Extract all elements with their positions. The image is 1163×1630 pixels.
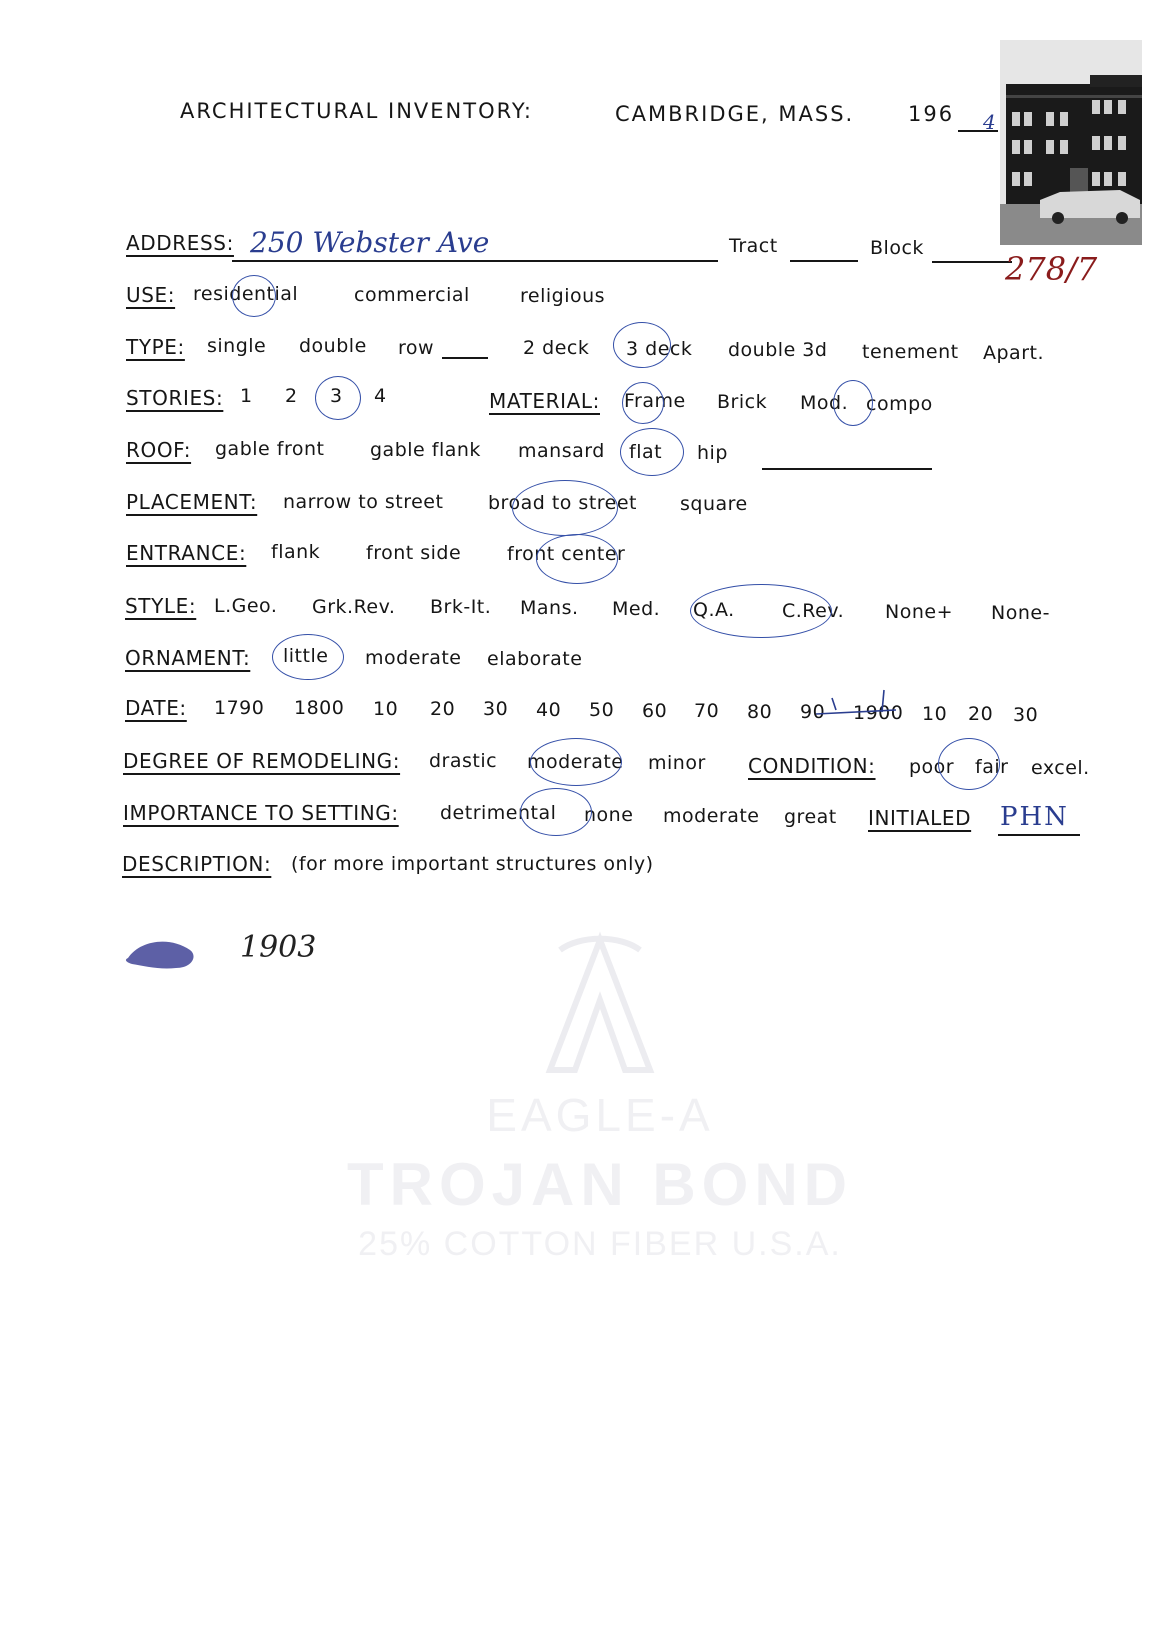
date-option-1840[interactable]: 40 bbox=[536, 699, 562, 721]
date-range-mark bbox=[810, 688, 900, 718]
paper-watermark bbox=[290, 930, 910, 1630]
stories-option-2[interactable]: 2 bbox=[285, 385, 298, 407]
date-option-1930[interactable]: 30 bbox=[1013, 704, 1039, 726]
date-label: DATE: bbox=[125, 696, 187, 720]
condition-option-excel[interactable]: excel. bbox=[1031, 757, 1090, 779]
roof-option-flat[interactable]: flat bbox=[629, 441, 663, 463]
selection-circle bbox=[530, 738, 622, 786]
type-option-row[interactable]: row bbox=[398, 337, 435, 359]
address-blank bbox=[232, 260, 718, 262]
watermark-line2: TROJAN BOND bbox=[346, 1151, 853, 1218]
type-option-double[interactable]: double bbox=[299, 335, 367, 357]
style-option-c-rev[interactable]: C.Rev. bbox=[782, 600, 845, 622]
watermark-line3: 25% COTTON FIBER U.S.A. bbox=[358, 1225, 842, 1263]
selection-circle bbox=[536, 534, 618, 584]
tract-label: Tract bbox=[729, 235, 778, 257]
initialed-label: INITIALED bbox=[868, 806, 972, 830]
date-option-1810[interactable]: 10 bbox=[373, 698, 399, 720]
type-option-double-3d[interactable]: double 3d bbox=[728, 339, 828, 361]
material-option-compo[interactable]: compo bbox=[866, 393, 933, 415]
material-option-brick[interactable]: Brick bbox=[717, 391, 768, 413]
roof-blank bbox=[762, 468, 932, 470]
block-value[interactable]: 278/7 bbox=[1005, 250, 1098, 288]
ornament-label: ORNAMENT: bbox=[125, 646, 251, 670]
date-option-1800[interactable]: 1800 bbox=[294, 697, 345, 719]
use-label: USE: bbox=[126, 283, 176, 307]
eagle-logo-icon bbox=[530, 930, 670, 1080]
type-option-apart[interactable]: Apart. bbox=[983, 342, 1045, 364]
selection-circle bbox=[232, 275, 276, 317]
material-label: MATERIAL: bbox=[489, 389, 600, 413]
stories-option-1[interactable]: 1 bbox=[240, 385, 253, 407]
description-note: (for more important structures only) bbox=[291, 853, 654, 875]
style-option-med[interactable]: Med. bbox=[612, 598, 661, 620]
block-label: Block bbox=[870, 237, 924, 259]
form-title: ARCHITECTURAL INVENTORY: bbox=[180, 99, 533, 123]
date-option-1870[interactable]: 70 bbox=[694, 700, 720, 722]
selection-circle bbox=[272, 634, 344, 680]
importance-option-detrimental[interactable]: detrimental bbox=[440, 802, 557, 824]
importance-label: IMPORTANCE TO SETTING: bbox=[123, 801, 399, 825]
selection-circle bbox=[938, 738, 1000, 790]
type-label: TYPE: bbox=[126, 335, 185, 359]
material-option-frame[interactable]: Frame bbox=[624, 390, 686, 412]
placement-option-narrow[interactable]: narrow to street bbox=[283, 491, 444, 513]
type-option-2-deck[interactable]: 2 deck bbox=[523, 337, 590, 359]
style-option-l-geo[interactable]: L.Geo. bbox=[214, 595, 278, 617]
address-label: ADDRESS: bbox=[126, 231, 234, 255]
style-option-none-minus[interactable]: None- bbox=[991, 602, 1050, 624]
style-option-grk-rev[interactable]: Grk.Rev. bbox=[312, 596, 396, 618]
roof-option-hip[interactable]: hip bbox=[697, 442, 728, 464]
tract-blank bbox=[790, 260, 858, 262]
form-location: CAMBRIDGE, MASS. bbox=[615, 102, 855, 126]
selection-circle bbox=[512, 480, 618, 536]
style-option-mans[interactable]: Mans. bbox=[520, 597, 579, 619]
entrance-label: ENTRANCE: bbox=[126, 541, 247, 565]
entrance-option-flank[interactable]: flank bbox=[271, 541, 321, 563]
type-option-3-deck[interactable]: 3 deck bbox=[626, 338, 693, 360]
initialed-value[interactable]: PHN bbox=[1000, 802, 1069, 832]
style-label: STYLE: bbox=[125, 594, 197, 618]
selection-circle bbox=[613, 322, 671, 368]
description-label: DESCRIPTION: bbox=[122, 852, 272, 876]
date-option-1880[interactable]: 80 bbox=[747, 701, 773, 723]
description-handwritten: 1903 bbox=[240, 930, 317, 965]
roof-label: ROOF: bbox=[126, 438, 192, 462]
ornament-option-elaborate[interactable]: elaborate bbox=[487, 648, 583, 670]
roof-option-gable-front[interactable]: gable front bbox=[215, 438, 325, 460]
selection-circle bbox=[315, 376, 361, 420]
ornament-option-little[interactable]: little bbox=[283, 645, 329, 667]
type-option-tenement[interactable]: tenement bbox=[862, 341, 959, 363]
selection-circle bbox=[622, 382, 664, 424]
date-option-1910[interactable]: 10 bbox=[922, 703, 948, 725]
selection-circle bbox=[690, 584, 832, 638]
building-photo bbox=[1000, 40, 1142, 245]
roof-option-gable-flank[interactable]: gable flank bbox=[370, 439, 481, 461]
remodeling-label: DEGREE OF REMODELING: bbox=[123, 749, 401, 773]
date-option-1790[interactable]: 1790 bbox=[214, 697, 265, 719]
initialed-blank bbox=[998, 834, 1080, 836]
placement-option-square[interactable]: square bbox=[680, 493, 748, 515]
roof-option-mansard[interactable]: mansard bbox=[518, 440, 605, 462]
placement-option-broad[interactable]: broad to street bbox=[488, 492, 638, 514]
address-value[interactable]: 250 Webster Ave bbox=[250, 226, 490, 259]
entrance-option-front-side[interactable]: front side bbox=[366, 542, 462, 564]
importance-option-great[interactable]: great bbox=[784, 806, 837, 828]
date-option-1890[interactable]: 90 bbox=[800, 701, 826, 723]
remodeling-option-drastic[interactable]: drastic bbox=[429, 750, 498, 772]
remodeling-option-moderate[interactable]: moderate bbox=[527, 751, 624, 773]
importance-option-moderate[interactable]: moderate bbox=[663, 805, 760, 827]
importance-option-none[interactable]: none bbox=[584, 804, 634, 826]
date-option-1860[interactable]: 60 bbox=[642, 700, 668, 722]
block-blank bbox=[932, 261, 1012, 263]
use-option-residential[interactable]: residential bbox=[193, 283, 299, 305]
use-option-religious[interactable]: religious bbox=[520, 285, 606, 307]
date-option-1900[interactable]: 1900 bbox=[853, 702, 904, 724]
year-handwritten: 4 bbox=[983, 110, 996, 134]
ink-smudge bbox=[120, 930, 200, 975]
stories-option-3[interactable]: 3 bbox=[330, 385, 343, 407]
selection-circle bbox=[520, 788, 592, 836]
placement-label: PLACEMENT: bbox=[126, 490, 258, 514]
date-option-1850[interactable]: 50 bbox=[589, 699, 615, 721]
use-option-commercial[interactable]: commercial bbox=[354, 284, 470, 306]
ornament-option-moderate[interactable]: moderate bbox=[365, 647, 462, 669]
type-option-single[interactable]: single bbox=[207, 335, 267, 357]
date-option-1920[interactable]: 20 bbox=[968, 703, 994, 725]
entrance-option-front-center[interactable]: front center bbox=[507, 543, 626, 565]
stories-label: STORIES: bbox=[126, 386, 224, 410]
material-option-mod[interactable]: Mod. bbox=[800, 392, 849, 414]
condition-option-poor[interactable]: poor bbox=[909, 756, 955, 778]
remodeling-option-minor[interactable]: minor bbox=[648, 752, 706, 774]
selection-circle bbox=[620, 428, 684, 476]
row-blank bbox=[442, 357, 488, 359]
style-option-brk-it[interactable]: Brk-It. bbox=[430, 596, 492, 618]
style-option-none-plus[interactable]: None+ bbox=[885, 601, 953, 623]
selection-circle bbox=[833, 380, 873, 426]
stories-option-4[interactable]: 4 bbox=[374, 385, 387, 407]
condition-label: CONDITION: bbox=[748, 754, 876, 778]
style-option-qa[interactable]: Q.A. bbox=[693, 599, 735, 621]
date-option-1820[interactable]: 20 bbox=[430, 698, 456, 720]
condition-option-fair[interactable]: fair bbox=[975, 756, 1009, 778]
watermark-line1: EAGLE-A bbox=[486, 1089, 714, 1141]
form-year-prefix: 196 bbox=[908, 102, 955, 126]
date-option-1830[interactable]: 30 bbox=[483, 698, 509, 720]
